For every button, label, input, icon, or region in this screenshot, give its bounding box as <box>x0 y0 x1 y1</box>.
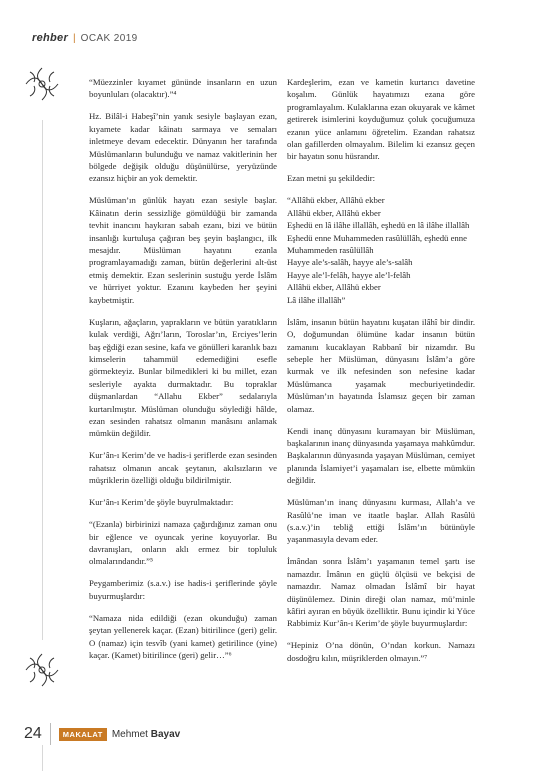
paragraph: Kendi inanç dünyasını kuramayan bir Müslüman, başkalarının inanç dünyasında yaşamaya mahkûmdur. Başkalarının dünyasında yaşayan Müslüman, cemiyet planında İslamiyet’i yaşamaları ise, elbette mümkün değildir. <box>287 425 475 486</box>
author-first-name: Mehmet <box>111 728 148 740</box>
footer-rule <box>42 745 43 771</box>
paragraph: İslâm, insanın bütün hayatını kuşatan ilâhî bir dindir. O, doğumundan ölümüne kadar insanın bütün zamanını kucaklayan Rabbanî bir nizamdır. Bu sebeple her Müslüman, dünyasını İslâm’a göre kurmak ve ilk nefesinden son nefesine kadar Müslümanca yaşamak mecburiyetindedir. Müslüman’ın hayatında İslamsız geçen bir zaman olamaz. <box>287 316 475 414</box>
paragraph: Kardeşlerim, ezan ve kametin kurtarıcı davetine koşalım. Günlük hayatımızı ezana göre programlayalım. Kulaklarına ezan okuyarak ve kâmet getirerek isimlerini koyduğumuz çoluk çocuğumuza ezanın yüce anlamını öğretelim. Ezandan rahatsız olan gafillerden olmayalım. Bilelim ki ezansız geçen bir hayatın sonu hüsrandır. <box>287 77 475 162</box>
left-margin-rule <box>42 120 43 640</box>
quote-paragraph: “(Ezanla) birbirinizi namaza çağırdığınız zaman onu bir eğlence ve oyuncak yerine koyuyorlar. Bu davranışları, onların aklı ermez bir topluluk olmalarındandır.”⁵ <box>89 519 277 567</box>
issue-date: OCAK 2019 <box>80 32 138 44</box>
section-badge: MAKALAT <box>59 728 107 741</box>
paragraph: Müslüman’ın günlük hayatı ezan sesiyle başlar. Kâinatın derin sessizliğe gömüldüğü bir zamanda tevhit inancını haykıran sabah ezanı, bizi ve bütün insanlığı kurtuluşa çağıran beş şeyin başlangıcı, ilk mesajdır. Müslüman hayatını ezanla programlayamadığı zaman, bütün değerlerini alt-üst etmiş demektir. Ezan seslerinin sustuğu yerde İslâm ve hürriyet yoktur. Ezanını kaybeden her şeyini kaybetmiştir. <box>89 195 277 305</box>
ornament-icon <box>24 64 60 104</box>
paragraph: Kuşların, ağaçların, yaprakların ve bütün yaratıkların kulak verdiği, Ağrı’ların, Toroslar’ın, Erciyes’lerin baş eğdiği ezan sesine, kafa ve gönülleri karanlık bazı kimselerin tahammül edemediğini esefle görmekteyiz. Bunlar bilmedikleri ki bu millet, ezan sesleriyle ayakta durmaktadır. Bu topraklar düşmanlardan “Allahu Ekber” sedalarıyla kurtarılmıştır. Müslüman olunduğu söylediği hâlde, ezan sesinden rahatsız olmanın manâsını anlamak mümkün değildir. <box>89 316 277 439</box>
paragraph: Müslüman’ın inanç dünyasını kurması, Allah’a ve Rasûlü’ne iman ve itaatle başlar. Allah Rasûlü (s.a.v.)’in tebliğ ettiği İslâm’ın bütünüyle yaşanmasıyla devam eder. <box>287 497 475 545</box>
quote-paragraph: “Namaza nida edildiği (ezan okunduğu) zaman şeytan yellenerek kaçar. (Ezan) bitirilince (geri) gelir. O (namaz) için tesvîb (yani kamet) getirilince (yine) kaçar. (Kamet) bitirilince (geri) gelir…”⁶ <box>89 612 277 660</box>
paragraph: “Müezzinler kıyamet gününde insanların en uzun boyunluları (olacaktır).”⁴ <box>89 77 277 100</box>
ornament-icon <box>24 650 60 690</box>
paragraph: Kur’ân-ı Kerim’de şöyle buyrulmaktadır: <box>89 497 234 508</box>
paragraph: Hz. Bilâl-i Habeşî’nin yanık sesiyle başlayan ezan, kıyamete kadar kâinatı sarmaya ve semaları inletmeye devam edecektir. Dünyanın her tarafında Müslümanların bulunduğu ve namaz vakitlerinin her bölgede değişik olduğu düşünülürse, yeryüzünde ezansız hiçbir an yok demektir. <box>89 111 277 184</box>
author-last-name: Bayav <box>150 728 181 740</box>
left-text-column <box>89 76 277 671</box>
right-text-column <box>287 76 475 674</box>
paragraph: Kur’ân-ı Kerim’de ve hadis-i şeriflerde ezan sesinden rahatsız olmanın ancak şeytanın, akılsızların ve müşriklerin özelliği olduğu bildirilmiştir. <box>89 450 277 486</box>
page-number: 24 <box>24 725 42 742</box>
author-name <box>112 729 180 740</box>
header-separator: | <box>73 32 76 44</box>
paragraph: Ezan metni şu şekildedir: <box>287 173 376 184</box>
quote-paragraph: “Hepiniz O’na dönün, O’ndan korkun. Namazı dosdoğru kılın, müşriklerden olmayın.”⁷ <box>287 640 475 663</box>
paragraph: Peygamberimiz (s.a.v.) ise hadis-i şeriflerinde şöyle buyurmuşlardır: <box>89 578 277 601</box>
footer-divider <box>50 723 51 745</box>
running-header <box>32 30 138 46</box>
ezan-text: “Allâhü ekber, Allâhü ekber Allâhü ekber, Allâhü ekber Eşhedü en lâ ilâhe illallâh, eşhedü en lâ ilâhe illallâh Eşhedü enne Muhammeden rasûlüllâh, eşhedü enne Muhammeden rasûlüllâh Hayye ale’s-salâh, hayye ale’s-salâh Hayye ale’l-felâh, hayye ale’l-felâh Allâhü ekber, Allâhü ekber Lâ ilâhe illallâh” <box>287 195 470 305</box>
magazine-logo: rehber <box>32 32 69 44</box>
page-footer <box>24 723 180 745</box>
paragraph: İmândan sonra İslâm’ı yaşamanın temel şartı ise namazdır. İmânın en güçlü ölçüsü ve bekçisi de namazdır. Namaz olmadan İslâmî bir hayat düşünülemez. Dinin direği olan namaz, mü’minle kâfiri ayıran en büyük özelliktir. Bunu içindir ki Yüce Rabbimiz Kur’ân-ı Kerim’de şöyle buyurmuşlardır: <box>287 556 475 629</box>
